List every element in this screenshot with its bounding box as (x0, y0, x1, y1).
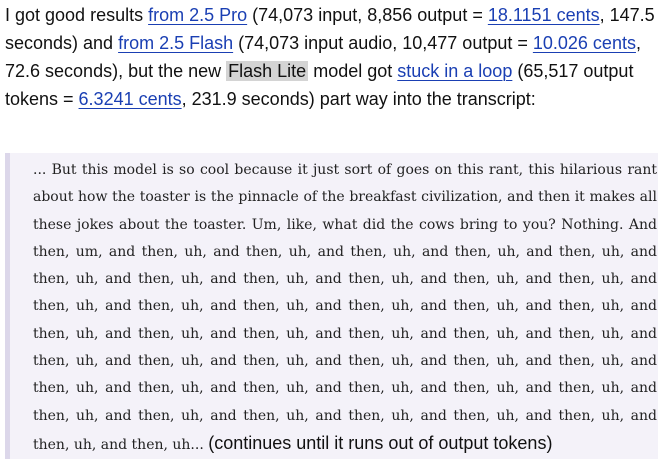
intro-paragraph (5, 1, 655, 113)
intro-text-1: I got good results (5, 5, 149, 25)
link-flash-cost[interactable]: 10.026 cents (532, 33, 636, 53)
intro-text-8: , 231.9 seconds) part way into the transcript: (181, 89, 536, 109)
link-pro-cost[interactable]: 18.1151 cents (487, 5, 600, 25)
intro-text-6: model got (308, 61, 398, 81)
transcript-tail-note: (continues until it runs out of output tokens) (208, 432, 553, 453)
intro-text-4: (74,073 input audio, 10,477 output = (233, 33, 533, 53)
intro-text-2: (74,073 input, 8,856 output = (247, 5, 488, 25)
intro-text-3: , 147.5 seconds) and (5, 5, 655, 53)
blockquote-bar (5, 153, 10, 459)
link-2-5-flash[interactable]: from 2.5 Flash (118, 33, 234, 53)
link-lite-cost[interactable]: 6.3241 cents (78, 89, 182, 109)
transcript-blockquote (5, 153, 658, 459)
transcript-text: ... But this model is so cool because it just sort of goes on this rant, this hilarious rant about how the toaster is the pinnacle of the breakfast civilization, and then it makes all these jokes about the toaster. Um, like, what did the cows bring to you? Nothing. And then, um, and then, uh, and then, uh, and then, uh, and then, uh, and then, uh, and then, uh, and then, uh, and then, uh, and then, uh, and then, uh, and then, uh, and then, uh, and then, uh, and then, uh, and then, uh, and then, uh, and then, uh, and then, uh, and then, uh, and then, uh, and then, uh, and then, uh, and then, uh, and then, uh, and then, uh, and then, uh, and then, uh, and then, uh, and then, uh, and then, uh, and then, uh, and then, uh, and then, uh, and then, uh, and then, uh, and then, uh, and then, uh, and then, uh, and then, uh, and then, uh, and then, uh, and then, uh, and then, uh... (33, 162, 657, 453)
link-2-5-pro[interactable]: from 2.5 Pro (148, 5, 248, 25)
link-stuck-in-a-loop[interactable]: stuck in a loop (397, 61, 513, 81)
highlighted-flash-lite: Flash Lite (228, 61, 307, 81)
intro-text-7: (65,517 output tokens = (5, 61, 634, 109)
intro-text-5: , 72.6 seconds), but the new (5, 33, 641, 81)
transcript-quote (33, 157, 657, 459)
